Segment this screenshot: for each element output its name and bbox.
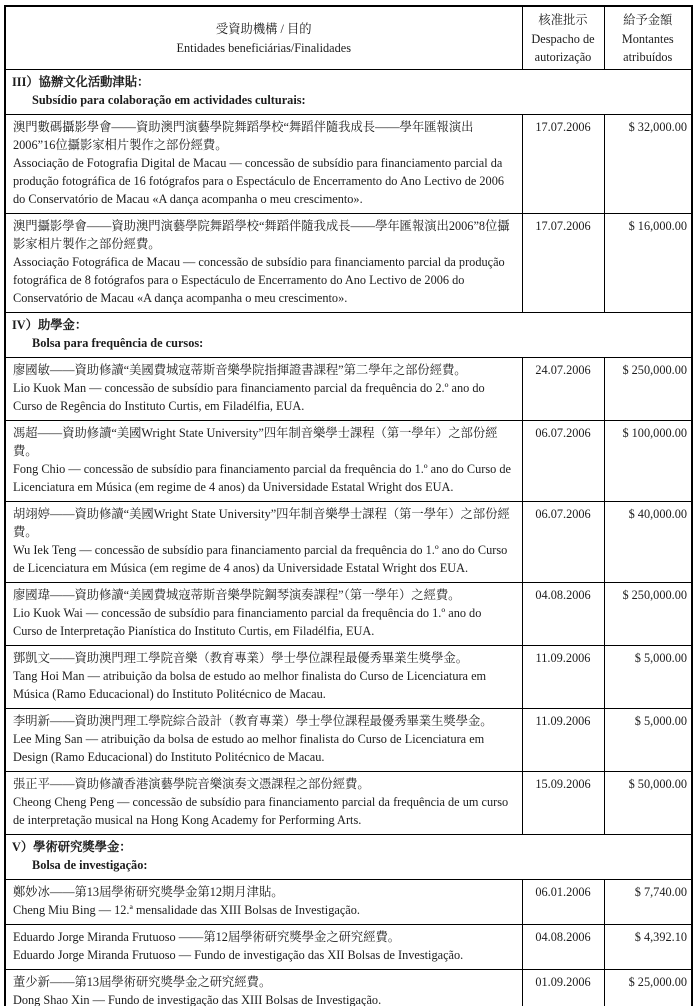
approval-date-cell: 17.07.2006 bbox=[522, 214, 604, 313]
beneficiary-description-cell bbox=[5, 880, 522, 925]
approval-date-cell: 17.07.2006 bbox=[522, 115, 604, 214]
amount-cell: $ 50,000.00 bbox=[604, 772, 692, 835]
description-zh: Eduardo Jorge Miranda Frutuoso ——第12屆學術研究獎學金之研究經費。 bbox=[13, 930, 401, 944]
amount-cell: $ 7,740.00 bbox=[604, 880, 692, 925]
table-row bbox=[5, 502, 692, 583]
description-pt: Associação de Fotografia Digital de Macau — concessão de subsídio para financiamento parcial da produção fotográfica de 16 fotógrafos para o Espectáculo de Encerramento do Ano Lectivo de 2006 do Conservatório de Macau «A dança acompanha o meu crescimento». bbox=[13, 156, 505, 206]
section-label-pt: Subsídio para colaboração em actividades culturais: bbox=[32, 93, 306, 107]
approval-date-cell: 04.08.2006 bbox=[522, 583, 604, 646]
section-header-cell bbox=[5, 70, 692, 115]
beneficiary-description-cell bbox=[5, 925, 522, 970]
col-header-despacho bbox=[522, 6, 604, 70]
table-row bbox=[5, 880, 692, 925]
approval-date-cell: 04.08.2006 bbox=[522, 925, 604, 970]
description-zh: 張正平——資助修讀香港演藝學院音樂演奏文憑課程之部份經費。 bbox=[13, 777, 370, 791]
approval-date-cell: 06.01.2006 bbox=[522, 880, 604, 925]
amount-cell: $ 40,000.00 bbox=[604, 502, 692, 583]
amount-cell: $ 4,392.10 bbox=[604, 925, 692, 970]
description-zh: 馮超——資助修讀“美國Wright State University”四年制音樂學士課程（第一學年）之部份經費。 bbox=[13, 426, 498, 458]
amount-cell: $ 16,000.00 bbox=[604, 214, 692, 313]
beneficiary-description-cell bbox=[5, 502, 522, 583]
table-row bbox=[5, 646, 692, 709]
beneficiary-description-cell bbox=[5, 583, 522, 646]
table-row bbox=[5, 421, 692, 502]
col-header-entities bbox=[5, 6, 522, 70]
col-header-montantes-zh: 給予金額 bbox=[623, 12, 673, 27]
table-row bbox=[5, 115, 692, 214]
section-header-row bbox=[5, 835, 692, 880]
amount-cell: $ 250,000.00 bbox=[604, 358, 692, 421]
approval-date-cell: 15.09.2006 bbox=[522, 772, 604, 835]
amount-cell: $ 5,000.00 bbox=[604, 646, 692, 709]
table-row bbox=[5, 583, 692, 646]
beneficiary-description-cell bbox=[5, 421, 522, 502]
beneficiary-description-cell bbox=[5, 970, 522, 1006]
description-pt: Cheong Cheng Peng — concessão de subsídio para financiamento parcial da frequência de um curso de interpretação musical na Hong Kong Academy for Performing Arts. bbox=[13, 795, 509, 827]
col-header-entities-zh: 受資助機構 / 目的 bbox=[215, 21, 312, 36]
beneficiary-description-cell bbox=[5, 358, 522, 421]
beneficiary-description-cell bbox=[5, 646, 522, 709]
table-row bbox=[5, 709, 692, 772]
section-header-cell bbox=[5, 313, 692, 358]
description-pt: Associação Fotográfica de Macau — concessão de subsídio para financiamento parcial da produção fotográfica de 8 fotógrafos para o Espectáculo de Encerramento do Ano Lectivo de 2006 do Conservatório de Macau «A dança acompanha o meu crescimento». bbox=[13, 255, 505, 305]
description-zh: 澳門攝影學會——資助澳門演藝學院舞蹈學校“舞蹈伴隨我成長——學年匯報演出2006”8位攝影家相片製作之部份經費。 bbox=[13, 219, 510, 251]
description-zh: 董少新——第13屆學術研究獎學金之研究經費。 bbox=[13, 975, 272, 989]
section-header-row bbox=[5, 70, 692, 115]
description-zh: 鄧凱文——資助澳門理工學院音樂（教育專業）學士學位課程最優秀畢業生獎學金。 bbox=[13, 651, 468, 665]
amount-cell: $ 5,000.00 bbox=[604, 709, 692, 772]
description-pt: Wu Iek Teng — concessão de subsídio para financiamento parcial da frequência do 1.º ano do Curso de Licenciatura em Música (em regime de 4 anos) da Universidade Estatal Wright dos EUA. bbox=[13, 543, 508, 575]
amount-cell: $ 250,000.00 bbox=[604, 583, 692, 646]
col-header-despacho-zh: 核准批示 bbox=[538, 12, 588, 27]
col-header-montantes bbox=[604, 6, 692, 70]
description-pt: Tang Hoi Man — atribuição da bolsa de estudo ao melhor finalista do Curso de Licenciatura em Música (Ramo Educacional) do Instituto Politécnico de Macau. bbox=[13, 669, 487, 701]
description-pt: Fong Chio — concessão de subsídio para financiamento parcial da frequência do 1.º ano do Curso de Licenciatura em Música (em regime de 4 anos) da Universidade Estatal Wright dos EUA. bbox=[13, 462, 511, 494]
beneficiary-description-cell bbox=[5, 214, 522, 313]
col-header-montantes-pt: Montantes atribuídos bbox=[621, 31, 674, 64]
section-label-zh: III）協辦文化活動津貼： bbox=[12, 75, 150, 89]
beneficiary-description-cell bbox=[5, 709, 522, 772]
section-label-zh: IV）助學金： bbox=[12, 318, 88, 332]
table-row bbox=[5, 214, 692, 313]
table-row bbox=[5, 358, 692, 421]
amount-cell: $ 100,000.00 bbox=[604, 421, 692, 502]
header-row bbox=[5, 6, 692, 70]
table-row bbox=[5, 925, 692, 970]
description-pt: Dong Shao Xin — Fundo de investigação das XIII Bolsas de Investigação. bbox=[13, 993, 382, 1006]
description-zh: 廖國瑋——資助修讀“美國費城寇蒂斯音樂學院鋼琴演奏課程”（第一學年）之經費。 bbox=[13, 588, 461, 602]
beneficiary-description-cell bbox=[5, 772, 522, 835]
description-pt: Lio Kuok Man — concessão de subsídio para financiamento parcial da frequência do 2.º ano do Curso de Regência do Instituto Curtis, em Filadélfia, EUA. bbox=[13, 381, 485, 413]
col-header-despacho-pt: Despacho de autorização bbox=[531, 31, 595, 64]
approval-date-cell: 06.07.2006 bbox=[522, 502, 604, 583]
description-zh: 胡翊婷——資助修讀“美國Wright State University”四年制音樂學士課程（第一學年）之部份經費。 bbox=[13, 507, 510, 539]
description-zh: 李明新——資助澳門理工學院綜合設計（教育專業）學士學位課程最優秀畢業生獎學金。 bbox=[13, 714, 493, 728]
section-header-row bbox=[5, 313, 692, 358]
approval-date-cell: 11.09.2006 bbox=[522, 646, 604, 709]
table-row bbox=[5, 772, 692, 835]
beneficiary-description-cell bbox=[5, 115, 522, 214]
description-pt: Eduardo Jorge Miranda Frutuoso — Fundo de investigação das XII Bolsas de Investigação. bbox=[13, 948, 464, 962]
description-pt: Lee Ming San — atribuição da bolsa de estudo ao melhor finalista do Curso de Licenciatura em Design (Ramo Educacional) do Instituto Politécnico de Macau. bbox=[13, 732, 485, 764]
approval-date-cell: 06.07.2006 bbox=[522, 421, 604, 502]
approval-date-cell: 11.09.2006 bbox=[522, 709, 604, 772]
description-pt: Cheng Miu Bing — 12.ª mensalidade das XIII Bolsas de Investigação. bbox=[13, 903, 360, 917]
description-zh: 澳門數碼攝影學會——資助澳門演藝學院舞蹈學校“舞蹈伴隨我成長——學年匯報演出2006”16位攝影家相片製作之部份經費。 bbox=[13, 120, 474, 152]
description-zh: 廖國敏——資助修讀“美國費城寇蒂斯音樂學院指揮證書課程”第二學年之部份經費。 bbox=[13, 363, 467, 377]
section-header-cell bbox=[5, 835, 692, 880]
amount-cell: $ 32,000.00 bbox=[604, 115, 692, 214]
amount-cell: $ 25,000.00 bbox=[604, 970, 692, 1006]
col-header-entities-pt: Entidades beneficiárias/Finalidades bbox=[176, 40, 351, 55]
grants-table bbox=[4, 5, 693, 1006]
grants-table-body bbox=[5, 70, 692, 1006]
approval-date-cell: 01.09.2006 bbox=[522, 970, 604, 1006]
description-pt: Lio Kuok Wai — concessão de subsídio para financiamento parcial da frequência do 1.º ano do Curso de Interpretação Pianística do Instituto Curtis, em Filadélfia, EUA. bbox=[13, 606, 482, 638]
table-row bbox=[5, 970, 692, 1006]
description-zh: 鄭妙冰——第13屆學術研究獎學金第12期月津貼。 bbox=[13, 885, 284, 899]
section-label-pt: Bolsa para frequência de cursos: bbox=[32, 336, 204, 350]
approval-date-cell: 24.07.2006 bbox=[522, 358, 604, 421]
section-label-pt: Bolsa de investigação: bbox=[32, 858, 148, 872]
section-label-zh: V）學術研究獎學金： bbox=[12, 840, 132, 854]
